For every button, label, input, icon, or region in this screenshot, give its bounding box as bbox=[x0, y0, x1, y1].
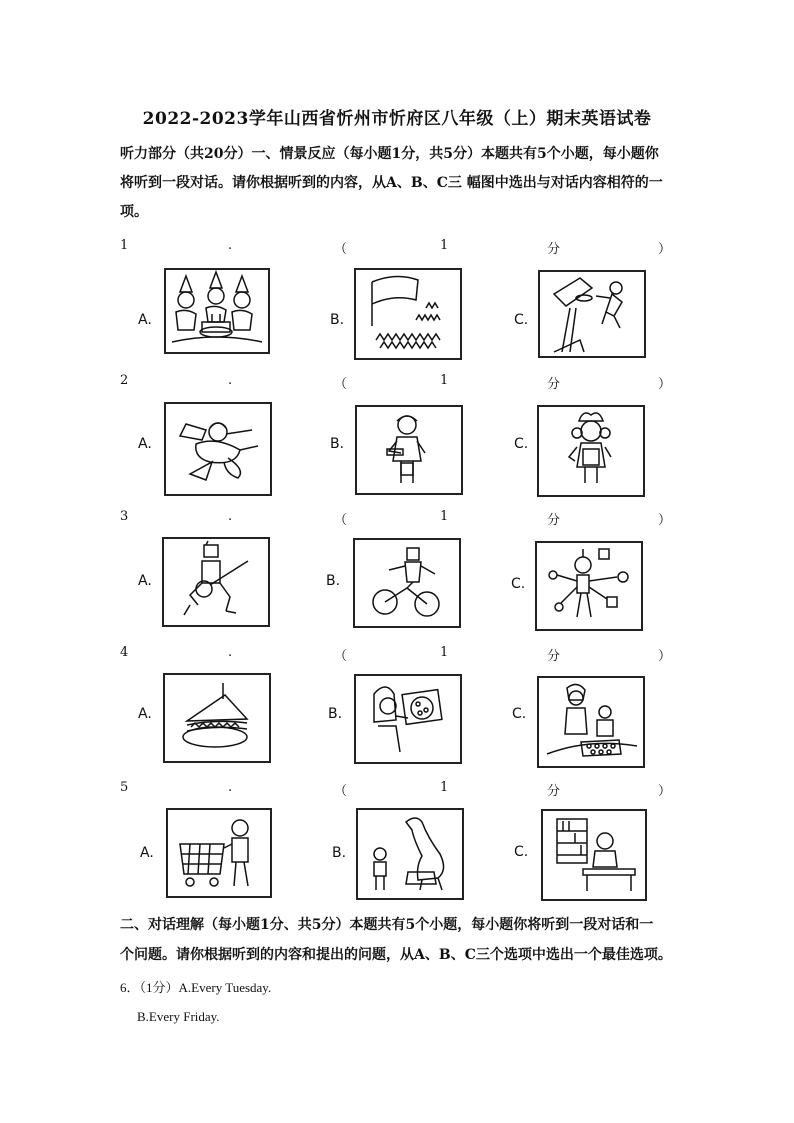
question-dot: . bbox=[228, 373, 233, 388]
question-row bbox=[120, 509, 676, 529]
instruction-line: 听力部分（共20分）一、情景反应（每小题1分，共5分）本题共有5个小题，每小题你 bbox=[120, 146, 659, 162]
score-value: 1 bbox=[440, 645, 449, 660]
option-label-b[interactable]: B. bbox=[330, 436, 345, 452]
question-number: 3 bbox=[120, 509, 129, 524]
score-lparen: （ bbox=[334, 784, 348, 799]
question-number: 1 bbox=[120, 238, 129, 253]
instruction-line: 二、对话理解（每小题1分、共5分）本题共有5个小题，每小题你将听到一段对话和一 bbox=[120, 917, 654, 933]
pilot-airplane-icon[interactable] bbox=[164, 402, 272, 496]
score-rparen: ） bbox=[658, 784, 672, 799]
question-number: 2 bbox=[120, 373, 129, 388]
score-unit: 分 bbox=[547, 784, 561, 799]
question-dot: . bbox=[228, 509, 233, 524]
robot-bicycle-icon[interactable] bbox=[353, 538, 461, 628]
score-value: 1 bbox=[440, 373, 449, 388]
score-lparen: （ bbox=[334, 649, 348, 664]
option-label-c[interactable]: C. bbox=[514, 312, 529, 328]
robot-multi-arm-icon[interactable] bbox=[535, 541, 643, 631]
option-label-a[interactable]: A. bbox=[138, 706, 152, 722]
score-rparen: ） bbox=[658, 649, 672, 664]
score-value: 1 bbox=[440, 238, 449, 253]
question-row bbox=[120, 238, 676, 258]
instruction-line: 项。 bbox=[120, 204, 148, 220]
crowd-flag-icon[interactable] bbox=[354, 268, 462, 360]
instruction-line: 将听到一段对话。请你根据听到的内容，从A、B、C三 幅图中选出与对话内容相符的一 bbox=[120, 175, 663, 191]
instruction-line: 个问题。请你根据听到的内容和提出的问题，从A、B、C三个选项中选出一个最佳选项。 bbox=[120, 947, 672, 963]
option-label-c[interactable]: C. bbox=[514, 844, 529, 860]
score-rparen: ） bbox=[658, 242, 672, 257]
option-label-c[interactable]: C. bbox=[514, 436, 529, 452]
question-row bbox=[120, 780, 676, 800]
score-value: 1 bbox=[440, 509, 449, 524]
question-6-option-b: B.Every Friday. bbox=[137, 1009, 220, 1024]
option-label-b[interactable]: B. bbox=[332, 845, 347, 861]
basketball-dunk-icon[interactable] bbox=[538, 270, 646, 358]
question-dot: . bbox=[228, 645, 233, 660]
chef-girl-icon[interactable] bbox=[537, 405, 645, 497]
score-value: 1 bbox=[440, 780, 449, 795]
mother-child-cookies-icon[interactable] bbox=[537, 676, 645, 768]
option-label-b[interactable]: B. bbox=[330, 312, 345, 328]
option-label-c[interactable]: C. bbox=[511, 576, 526, 592]
score-unit: 分 bbox=[547, 242, 561, 257]
score-lparen: （ bbox=[334, 377, 348, 392]
question-6 bbox=[120, 977, 271, 996]
option-label-b[interactable]: B. bbox=[326, 573, 341, 589]
option-label-a[interactable]: A. bbox=[140, 845, 154, 861]
question-number: 4 bbox=[120, 645, 129, 660]
score-rparen: ） bbox=[658, 377, 672, 392]
page-title: 2022-2023学年山西省忻州市忻府区八年级（上）期末英语试卷 bbox=[142, 109, 652, 129]
section2-instructions bbox=[120, 910, 680, 970]
party-kids-cake-icon[interactable] bbox=[164, 268, 270, 354]
option-label-a[interactable]: A. bbox=[138, 312, 152, 328]
question-row bbox=[120, 373, 676, 393]
boy-shopping-cart-icon[interactable] bbox=[166, 808, 272, 898]
woman-pizza-icon[interactable] bbox=[354, 674, 462, 764]
score-lparen: （ bbox=[334, 242, 348, 257]
score-unit: 分 bbox=[547, 377, 561, 392]
score-rparen: ） bbox=[658, 513, 672, 528]
boy-dinosaur-icon[interactable] bbox=[356, 808, 464, 900]
score-lparen: （ bbox=[334, 513, 348, 528]
option-label-c[interactable]: C. bbox=[512, 706, 527, 722]
robot-guitar-icon[interactable] bbox=[162, 537, 270, 627]
question-6-prefix: 6．（1分） bbox=[120, 980, 179, 995]
question-dot: . bbox=[228, 238, 233, 253]
waitress-icon[interactable] bbox=[355, 405, 463, 495]
score-unit: 分 bbox=[547, 513, 561, 528]
question-number: 5 bbox=[120, 780, 129, 795]
option-label-a[interactable]: A. bbox=[138, 573, 152, 589]
option-label-b[interactable]: B. bbox=[328, 706, 343, 722]
question-row bbox=[120, 645, 676, 665]
sandwich-icon[interactable] bbox=[163, 673, 271, 763]
question-6-option-a: A.Every Tuesday. bbox=[178, 980, 272, 995]
question-dot: . bbox=[228, 780, 233, 795]
option-label-a[interactable]: A. bbox=[138, 436, 152, 452]
section1-instructions bbox=[120, 140, 680, 227]
score-unit: 分 bbox=[547, 649, 561, 664]
girl-library-icon[interactable] bbox=[541, 809, 647, 901]
